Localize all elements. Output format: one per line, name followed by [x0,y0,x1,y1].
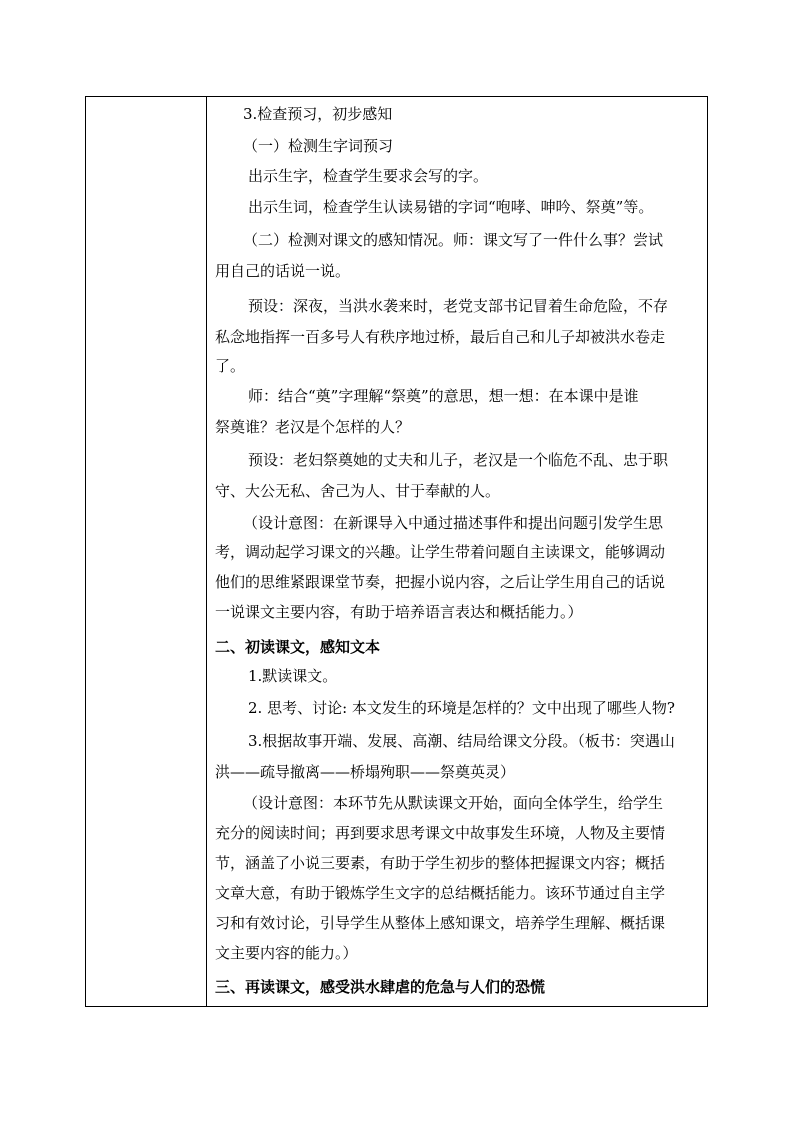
paragraph-line: 私念地指挥一百多号人有秩序地过桥，最后自己和儿子却被洪水卷走 [215,328,666,346]
paragraph-line: 文章大意，有助于锻炼学生文字的总结概括能力。该环节通过自主学 [215,884,666,902]
paragraph-line: 文主要内容的能力。） [215,944,358,962]
paragraph-line: 一说课文主要内容，有助于培养语言表达和概括能力。） [215,603,583,621]
paragraph-line: 节，涵盖了小说三要素，有助于学生初步的整体把握课文内容；概括 [215,854,666,872]
subheading-vocab-check: （一）检测生字词预习 [243,137,394,155]
table-content-cell [207,97,707,1006]
table-left-column [86,97,207,1006]
paragraph-line: 用自己的话说一说。 [215,262,351,280]
paragraph-line: 了。 [215,357,246,375]
paragraph-line: （设计意图：在新课导入中通过描述事件和提出问题引发学生思 [243,514,664,532]
paragraph-line: 洪——疏导撤离——桥塌殉职——祭奠英灵） [215,763,516,781]
paragraph-line: 2. 思考、讨论: 本文发生的环境是怎样的？文中出现了哪些人物? [248,699,675,717]
section-heading-reread: 三、再读课文，感受洪水肆虐的危急与人们的恐慌 [215,978,546,996]
lesson-table [85,96,708,1007]
paragraph-line: 师：结合“奠”字理解“祭奠”的意思，想一想：在本课中是谁 [248,387,639,405]
paragraph-line: 守、大公无私、舍己为人、甘于奉献的人。 [215,482,501,500]
paragraph-line: 他们的思维紧跟课堂节奏，把握小说内容，之后让学生用自己的话说 [215,573,666,591]
subheading-comprehension-check: （二）检测对课文的感知情况。师：课文写了一件什么事？尝试 [243,231,664,249]
paragraph-line: 祭奠谁？老汉是个怎样的人？ [215,418,411,436]
paragraph-line: 出示生字，检查学生要求会写的字。 [248,167,489,185]
paragraph-line: 3.根据故事开端、发展、高潮、结局给课文分段。（板书：突遇山 [248,732,675,750]
paragraph-line: 充分的阅读时间；再到要求思考课文中故事发生环境，人物及主要情 [215,824,666,842]
heading-preview-check: 3.检查预习，初步感知 [243,105,393,123]
paragraph-line: 习和有效讨论，引导学生从整体上感知课文，培养学生理解、概括课 [215,914,666,932]
paragraph-line: 1.默读课文。 [248,667,338,685]
paragraph-line: （设计意图：本环节先从默读课文开始，面向全体学生，给学生 [243,794,664,812]
section-heading-first-read: 二、初读课文，感知文本 [215,638,381,656]
paragraph-line: 考，调动起学习课文的兴趣。让学生带着问题自主读课文，能够调动 [215,543,666,561]
paragraph-line: 预设：老妇祭奠她的丈夫和儿子，老汉是一个临危不乱、忠于职 [248,451,669,469]
paragraph-line: 预设：深夜，当洪水袭来时，老党支部书记冒着生命危险，不存 [248,297,669,315]
paragraph-line: 出示生词，检查学生认读易错的字词“咆哮、呻吟、祭奠”等。 [248,198,654,216]
